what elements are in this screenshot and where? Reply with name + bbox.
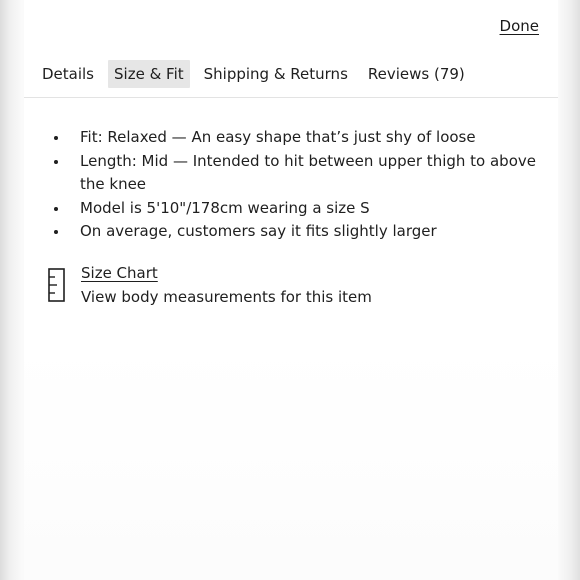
fit-details-list xyxy=(80,126,550,244)
bullet-dot-icon xyxy=(54,230,58,234)
size-chart-section xyxy=(48,263,528,313)
bullet-dot-icon xyxy=(54,160,58,164)
fit-detail-text: On average, customers say it fits slightly larger xyxy=(80,222,437,240)
tab-divider xyxy=(24,97,558,98)
fit-detail-text: Fit: Relaxed — An easy shape that’s just shy of loose xyxy=(80,128,476,146)
bullet-dot-icon xyxy=(54,207,58,211)
ruler-icon xyxy=(48,268,66,302)
fit-detail-text: Length: Mid — Intended to hit between upper thigh to above the knee xyxy=(80,151,536,193)
tab-size-fit[interactable]: Size & Fit xyxy=(108,60,190,88)
fit-detail-item xyxy=(80,150,550,197)
fit-detail-text: Model is 5'10"/178cm wearing a size S xyxy=(80,198,370,217)
tab-reviews[interactable]: Reviews (79) xyxy=(367,65,465,83)
tab-bar xyxy=(36,60,479,88)
fit-detail-item xyxy=(80,220,550,244)
tab-shipping-returns[interactable]: Shipping & Returns xyxy=(203,65,348,83)
fit-detail-item xyxy=(80,126,550,150)
modal-panel-lower xyxy=(24,340,558,580)
tab-details[interactable]: Details xyxy=(42,65,95,83)
size-chart-link[interactable]: Size Chart xyxy=(81,264,158,282)
fit-detail-item xyxy=(80,197,550,221)
bullet-dot-icon xyxy=(54,136,58,140)
done-button[interactable]: Done xyxy=(499,17,539,35)
size-chart-description: View body measurements for this item xyxy=(81,288,372,306)
